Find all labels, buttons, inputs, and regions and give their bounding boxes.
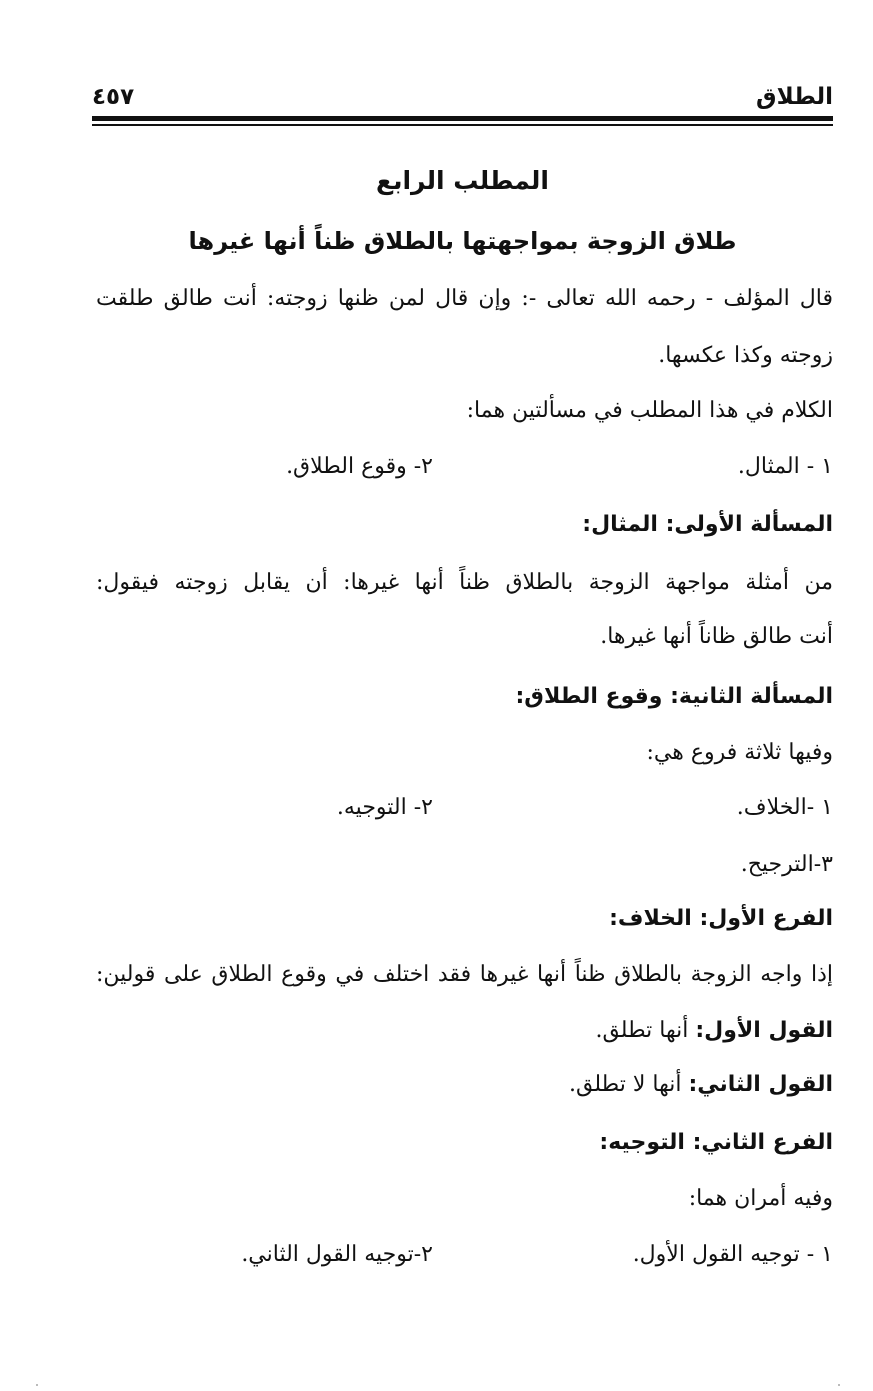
opinion-1-text: أنها تطلق.: [595, 1018, 689, 1043]
opinion-2: [569, 1070, 833, 1100]
page-number: ٤٥٧: [92, 84, 135, 110]
opinion-1: [595, 1016, 833, 1046]
matters-intro: وفيه أمران هما:: [688, 1186, 833, 1211]
header-rule-thin: [92, 124, 833, 126]
matter-list-item-1: ١ - توجيه القول الأول.: [632, 1242, 833, 1267]
running-header: [92, 84, 833, 120]
header-rule-thick: [92, 116, 833, 121]
issues-intro: الكلام في هذا المطلب في مسألتين هما:: [466, 398, 833, 423]
issue1-heading: المسألة الأولى: المثال:: [582, 512, 833, 537]
section-title: المطلب الرابع: [376, 166, 549, 195]
scan-speck: [36, 1384, 38, 1386]
issue-list-item-1: ١ - المثال.: [737, 454, 833, 479]
opinion-2-text: أنها لا تطلق.: [569, 1072, 682, 1097]
section-subtitle: طلاق الزوجة بمواجهتها بالطلاق ظناً أنها غيرها: [188, 227, 737, 255]
scan-speck: [838, 1384, 840, 1386]
branch-list-item-1: ١ -الخلاف.: [736, 795, 833, 820]
branch2-heading: الفرع الثاني: التوجيه:: [599, 1130, 833, 1155]
intro-line-2: زوجته وكذا عكسها.: [658, 343, 833, 368]
matter-list-item-2: ٢-توجيه القول الثاني.: [241, 1242, 433, 1267]
opinion-1-label: القول الأول:: [695, 1018, 833, 1043]
branch1-text: إذا واجه الزوجة بالطلاق ظناً أنها غيرها فقد اختلف في وقوع الطلاق على قولين:: [96, 962, 833, 987]
branch1-heading: الفرع الأول: الخلاف:: [609, 906, 833, 931]
branch-list-item-2: ٢- التوجيه.: [336, 795, 433, 820]
branches-intro: وفيها ثلاثة فروع هي:: [646, 740, 833, 765]
running-header-title: الطلاق: [756, 84, 833, 110]
intro-line-1: قال المؤلف - رحمه الله تعالى -: وإن قال لمن ظنها زوجته: أنت طالق طلقت: [96, 286, 833, 311]
issue1-line-2: أنت طالق ظاناً أنها غيرها.: [600, 624, 833, 649]
issue2-heading: المسألة الثانية: وقوع الطلاق:: [515, 684, 833, 709]
opinion-2-label: القول الثاني:: [688, 1072, 833, 1097]
issue1-line-1: من أمثلة مواجهة الزوجة بالطلاق ظناً أنها غيرها: أن يقابل زوجته فيقول:: [96, 570, 833, 595]
branch-list-item-3: ٣-الترجيح.: [740, 852, 833, 877]
issue-list-item-2: ٢- وقوع الطلاق.: [286, 454, 433, 479]
